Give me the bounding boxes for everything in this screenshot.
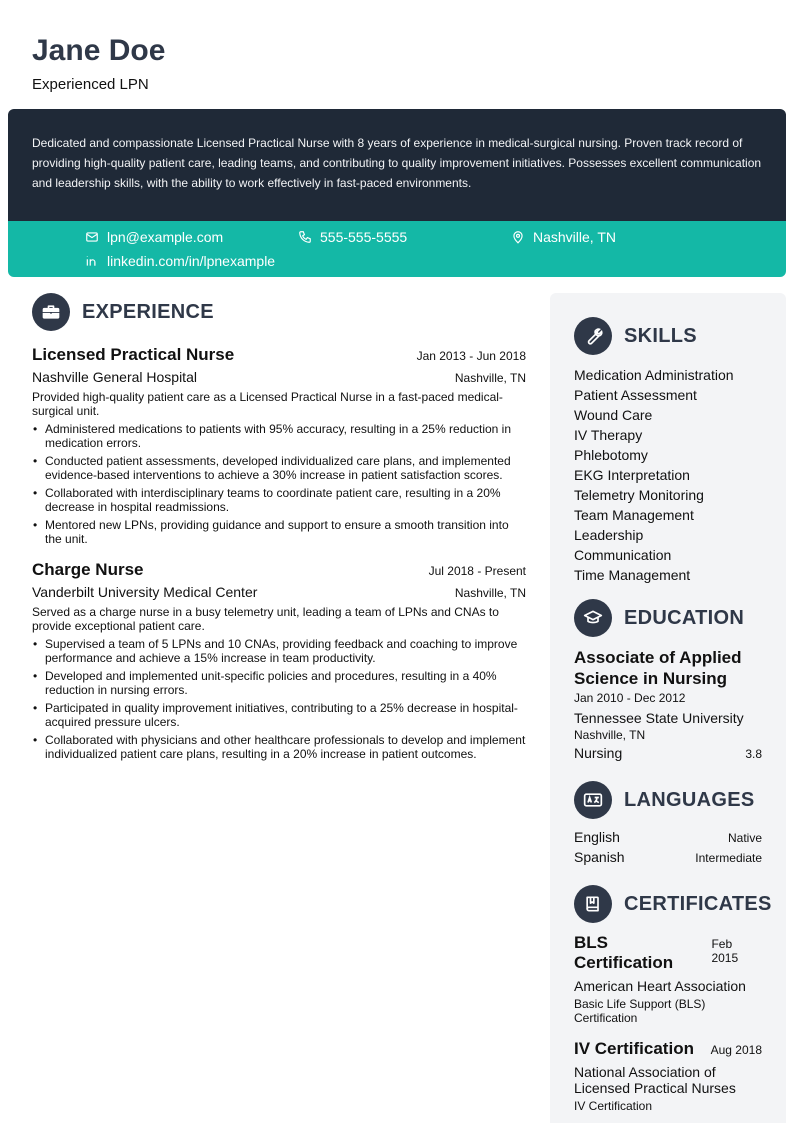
education-heading — [574, 599, 762, 637]
job-location: Nashville, TN — [454, 371, 526, 385]
skill-item: Telemetry Monitoring — [574, 487, 704, 503]
job-description: Served as a charge nurse in a busy telemetry unit, leading a team of LPNs and CNAs to provide exceptional patient care. — [32, 605, 499, 633]
skill-item: Phlebotomy — [574, 447, 648, 463]
summary-text: Dedicated and compassionate Licensed Practical Nurse with 8 years of experience in medical-surgical nursing. Proven track record of providing high-quality patient care, leading teams, and contributing to quality improvement initiatives. Possesses excellent communication and leadership skills, with the ability to work effectively in fast-paced environments. — [32, 136, 762, 190]
contact-linkedin[interactable] — [85, 253, 275, 269]
education-degree: Associate of Applied Science in Nursing — [574, 648, 742, 688]
job-title: Licensed Practical Nurse — [32, 345, 235, 364]
skill-item: Time Management — [574, 567, 691, 583]
job-company: Nashville General Hospital — [32, 369, 197, 385]
education-school: Tennessee State University — [574, 710, 744, 726]
language-row — [574, 829, 762, 845]
job-bullet: • Administered medications to patients with 95% accuracy, resulting in a 25% reduction in medication errors. — [32, 422, 526, 450]
contact-location-text: Nashville, TN — [533, 229, 616, 245]
job-bullet: • Supervised a team of 5 LPNs and 10 CNAs, providing feedback and coaching to improve performance and achieve a 15% increase in team productivity. — [32, 637, 526, 665]
contact-email[interactable] — [85, 229, 223, 245]
contact-phone[interactable] — [298, 229, 407, 245]
job-location: Nashville, TN — [454, 586, 526, 600]
language-level: Native — [727, 831, 762, 845]
skill-item: Team Management — [574, 507, 694, 523]
education-title: EDUCATION — [624, 606, 745, 629]
candidate-name: Jane Doe — [32, 34, 166, 67]
job-bullet: • Mentored new LPNs, providing guidance and support to ensure a smooth transition into the unit. — [32, 518, 526, 546]
skill-item: EKG Interpretation — [574, 467, 690, 483]
experience-section — [32, 293, 526, 765]
graduation-cap-icon — [574, 599, 612, 637]
certificate-issuer: American Heart Association — [574, 978, 746, 994]
translate-icon — [574, 781, 612, 819]
job-company: Vanderbilt University Medical Center — [32, 584, 258, 600]
language-level: Intermediate — [695, 851, 762, 865]
briefcase-icon — [32, 293, 70, 331]
certificates-heading — [574, 885, 772, 923]
certificates-title: CERTIFICATES — [624, 892, 772, 915]
job-bullet: • Participated in quality improvement initiatives, contributing to a 25% decrease in hospital-acquired pressure ulcers. — [32, 701, 526, 729]
language-name: English — [574, 829, 620, 845]
education-dates: Jan 2010 - Dec 2012 — [574, 691, 686, 705]
contact-location — [511, 229, 616, 245]
contact-email-text: lpn@example.com — [107, 229, 224, 245]
job-entry — [32, 560, 526, 761]
skills-section — [574, 317, 762, 585]
summary-section — [8, 109, 786, 221]
job-bullet: • Developed and implemented unit-specific policies and procedures, resulting in a 40% reduction in nursing errors. — [32, 669, 526, 697]
resume-header — [32, 34, 165, 93]
certificate-issuer: National Association of Licensed Practical Nurses — [574, 1064, 736, 1096]
certificate-name: BLS Certification — [574, 933, 674, 972]
book-icon — [574, 885, 612, 923]
certificates-section — [574, 885, 772, 1113]
job-entry — [32, 345, 526, 546]
location-pin-icon — [511, 230, 525, 244]
job-dates: Jul 2018 - Present — [428, 564, 526, 578]
candidate-title: Experienced LPN — [32, 76, 149, 93]
education-location: Nashville, TN — [574, 728, 646, 742]
skill-item: Wound Care — [574, 407, 653, 423]
wrench-icon — [574, 317, 612, 355]
job-dates: Jan 2013 - Jun 2018 — [416, 349, 526, 363]
education-gpa: 3.8 — [745, 747, 762, 761]
skills-heading — [574, 317, 762, 355]
job-bullet: • Collaborated with physicians and other healthcare professionals to develop and implement individualized patient care plans, resulting in a 20% increase in patient outcomes. — [32, 733, 526, 761]
job-bullets — [32, 422, 526, 546]
phone-icon — [298, 230, 312, 244]
job-bullet: • Conducted patient assessments, developed individualized care plans, and implemented evidence-based interventions to achieve a 30% increase in patient satisfaction scores. — [32, 454, 526, 482]
sidebar — [550, 293, 786, 1123]
skill-item: Communication — [574, 547, 672, 563]
skill-item: Patient Assessment — [574, 387, 697, 403]
job-description: Provided high-quality patient care as a Licensed Practical Nurse in a fast-paced medical-surgical unit. — [32, 390, 503, 418]
languages-section — [574, 781, 762, 865]
certificate-date: Aug 2018 — [710, 1043, 762, 1057]
certificate-date: Feb 2015 — [711, 937, 739, 965]
contact-phone-text: 555-555-5555 — [320, 229, 408, 245]
certificate-detail: Basic Life Support (BLS) Certification — [574, 997, 706, 1025]
mail-icon — [85, 230, 99, 244]
education-field: Nursing — [574, 745, 623, 761]
skill-item: Leadership — [574, 527, 644, 543]
language-name: Spanish — [574, 849, 625, 865]
languages-heading — [574, 781, 762, 819]
contact-bar — [8, 221, 786, 277]
languages-title: LANGUAGES — [624, 788, 755, 811]
experience-title: EXPERIENCE — [82, 300, 214, 323]
job-title: Charge Nurse — [32, 560, 144, 579]
contact-linkedin-text: linkedin.com/in/lpnexample — [107, 253, 276, 269]
skills-list — [574, 365, 762, 585]
certificate-name: IV Certification — [574, 1039, 694, 1058]
language-row — [574, 849, 762, 865]
job-bullet: • Collaborated with interdisciplinary teams to coordinate patient care, resulting in a 20% decrease in hospital readmissions. — [32, 486, 526, 514]
linkedin-icon — [85, 254, 99, 268]
certificate-detail: IV Certification — [574, 1099, 653, 1113]
experience-heading — [32, 293, 526, 331]
education-section — [574, 599, 762, 761]
certificate-entry — [574, 933, 762, 1025]
certificate-entry — [574, 1039, 762, 1113]
skills-title: SKILLS — [624, 324, 697, 347]
skill-item: Medication Administration — [574, 367, 734, 383]
job-bullets — [32, 637, 526, 761]
skill-item: IV Therapy — [574, 427, 643, 443]
